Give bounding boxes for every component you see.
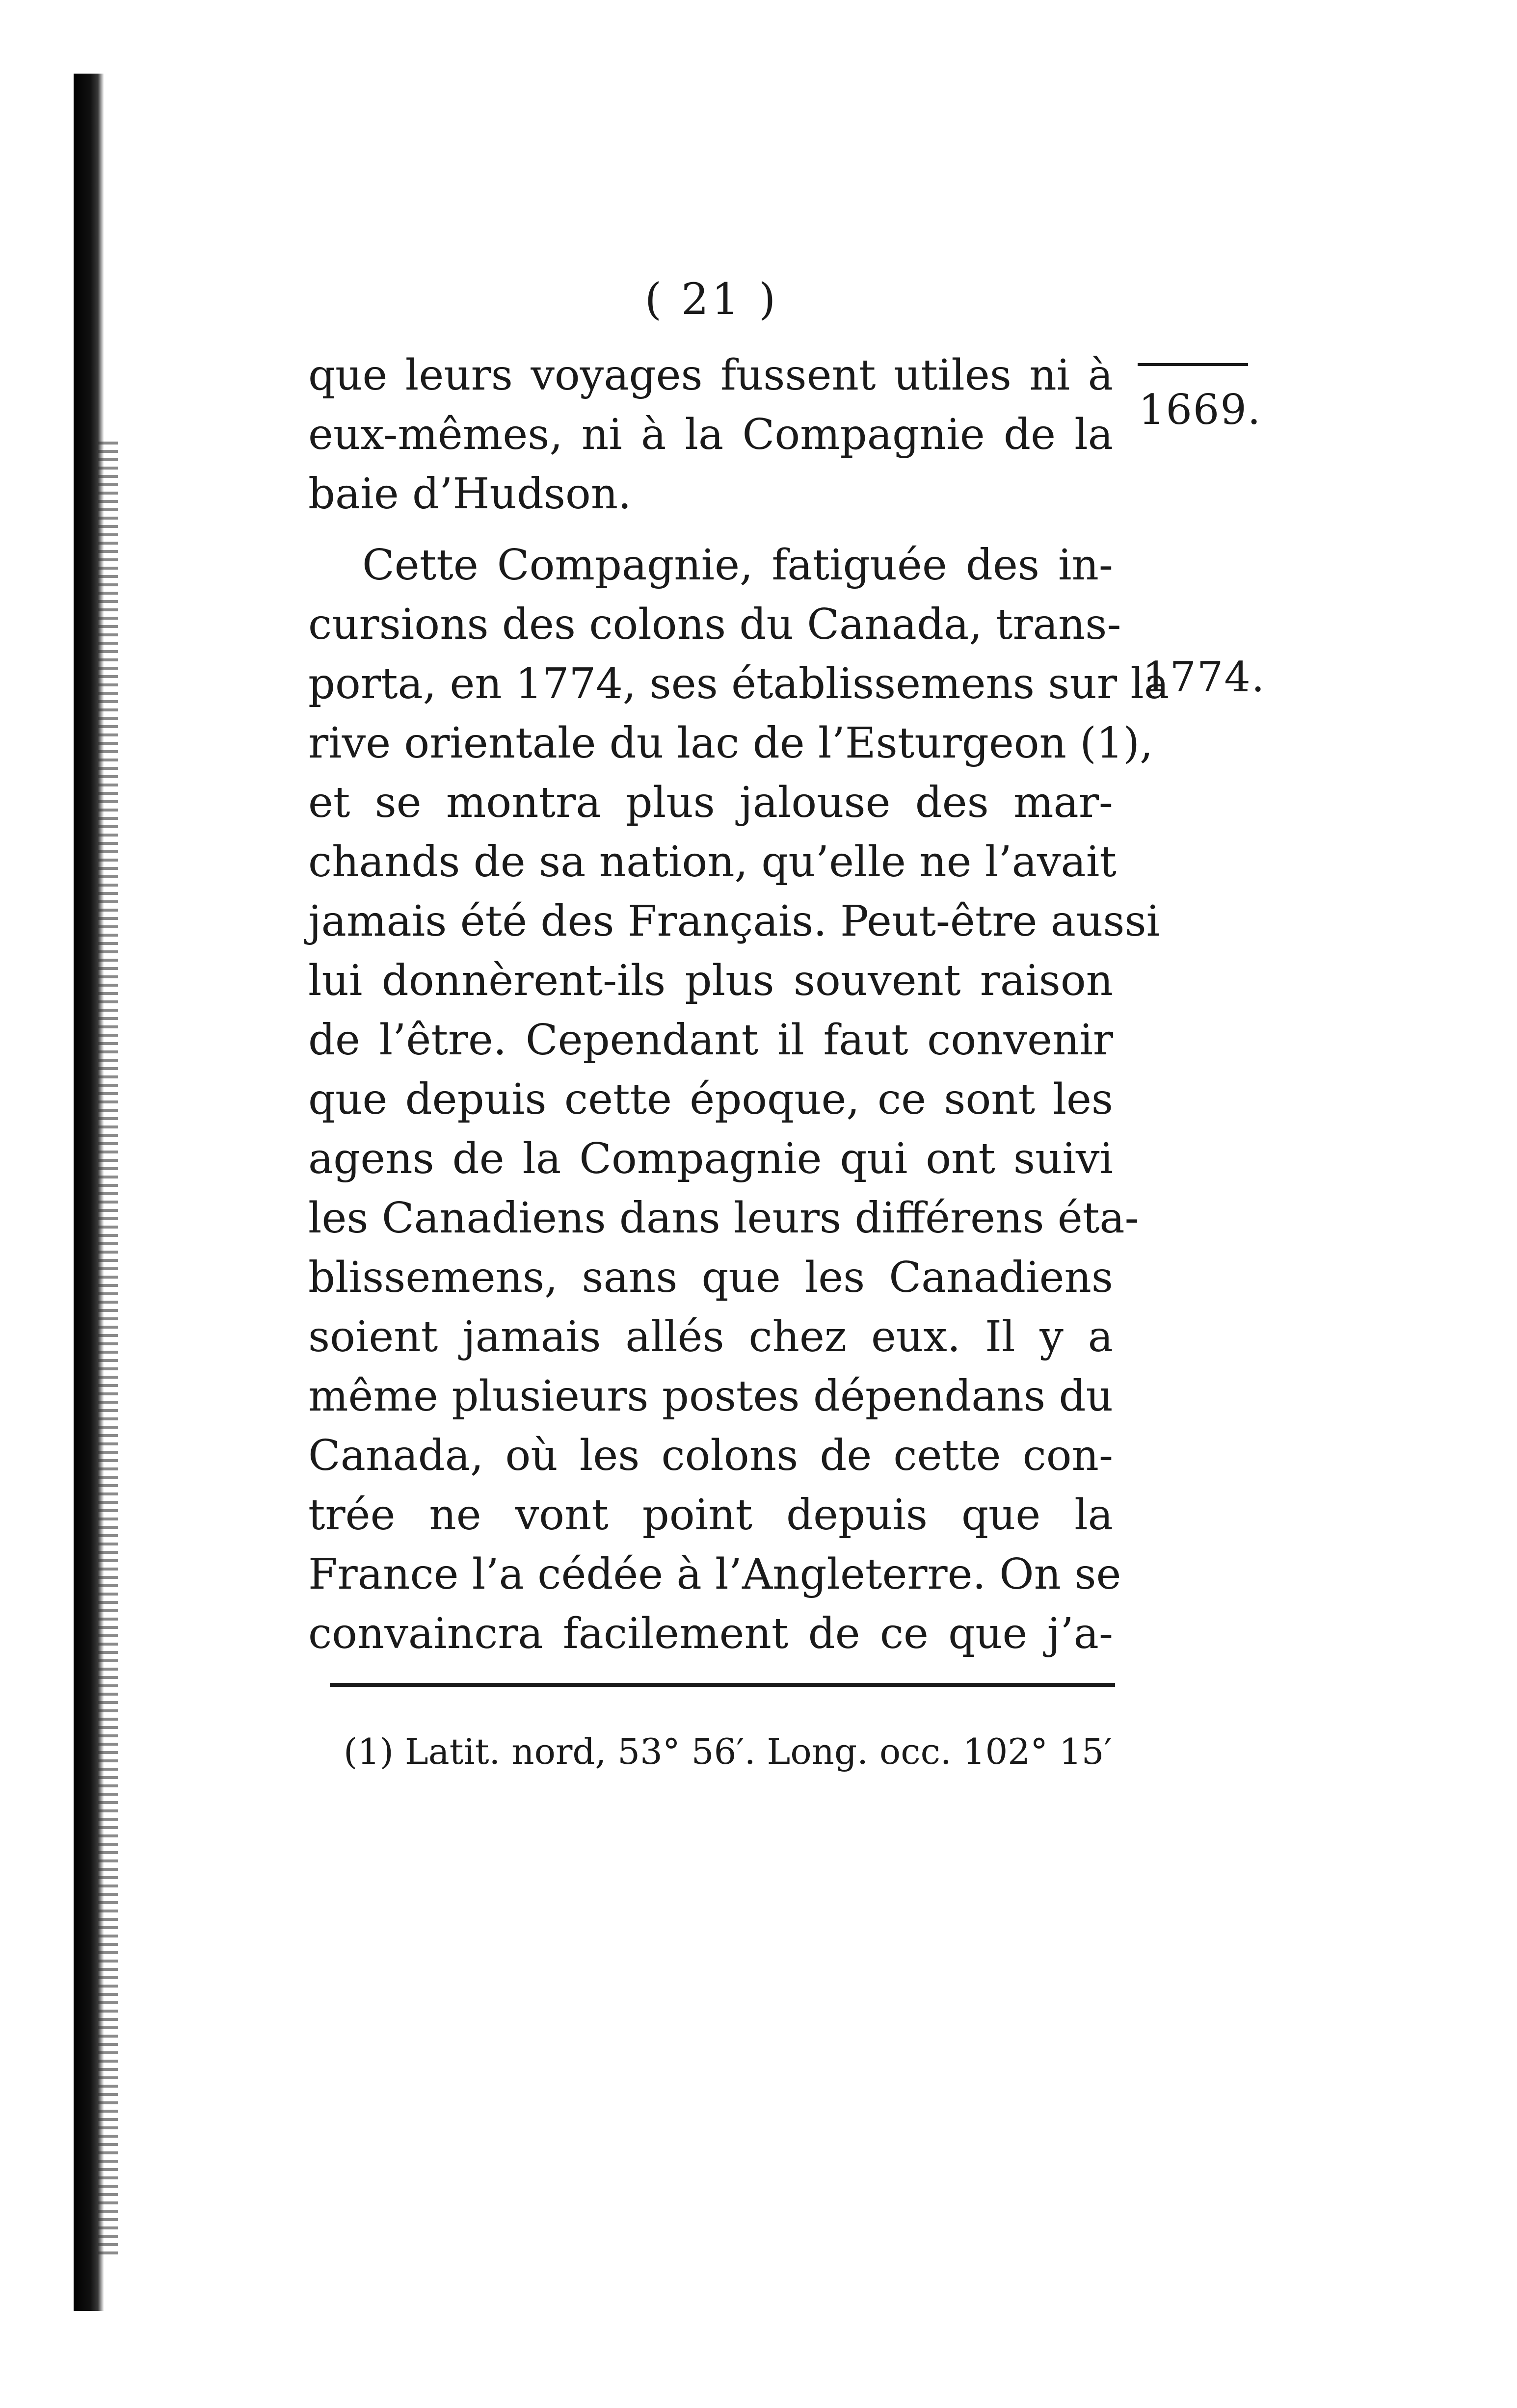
footnote-rule (330, 1683, 1115, 1687)
text-line: France l’a cédée à l’Angleterre. On se (308, 1550, 1121, 1599)
text-line: rive orientale du lac de l’Esturgeon (1), (308, 719, 1153, 768)
binding-edge-texture (98, 442, 118, 2257)
margin-date-1774: 1774. (1143, 653, 1266, 701)
text-line: que depuis cette époque, ce sont les (308, 1075, 1113, 1124)
text-line: de l’être. Cependant il faut convenir (308, 1016, 1113, 1065)
footnote: (1) Latit. nord, 53° 56′. Long. occ. 102° 15′ (344, 1731, 1112, 1772)
text-line: même plusieurs postes dépendans du (308, 1372, 1113, 1421)
text-line: porta, en 1774, ses établissemens sur la (308, 659, 1170, 708)
text-line: les Canadiens dans leurs différens éta- (308, 1194, 1139, 1243)
text-line: cursions des colons du Canada, trans- (308, 600, 1121, 649)
margin-rule (1138, 363, 1248, 366)
text-line: trée ne vont point depuis que la (308, 1491, 1113, 1540)
text-line: convaincra facilement de ce que j’a- (308, 1609, 1113, 1658)
text-line: et se montra plus jalouse des mar- (308, 778, 1113, 827)
paragraph-gap (308, 524, 1113, 536)
margin-date-1669: 1669. (1139, 386, 1262, 434)
text-line: eux-mêmes, ni à la Compagnie de la (308, 410, 1113, 459)
text-line: lui donnèrent-ils plus souvent raison (308, 956, 1113, 1005)
text-line: que leurs voyages fussent utiles ni à (308, 351, 1113, 400)
text-line: blissemens, sans que les Canadiens (308, 1253, 1113, 1302)
body-text (308, 346, 1170, 1664)
page-number: ( 21 ) (644, 274, 779, 324)
text-line: soient jamais allés chez eux. Il y a (308, 1312, 1113, 1361)
text-line: chands de sa nation, qu’elle ne l’avait (308, 838, 1117, 887)
text-line: agens de la Compagnie qui ont suivi (308, 1134, 1113, 1183)
text-line: jamais été des Français. Peut-être aussi (308, 897, 1160, 946)
text-line: baie d’Hudson. (308, 470, 632, 519)
text-line: Cette Compagnie, fatiguée des in- (362, 541, 1113, 590)
text-line: Canada, où les colons de cette con- (308, 1431, 1113, 1480)
